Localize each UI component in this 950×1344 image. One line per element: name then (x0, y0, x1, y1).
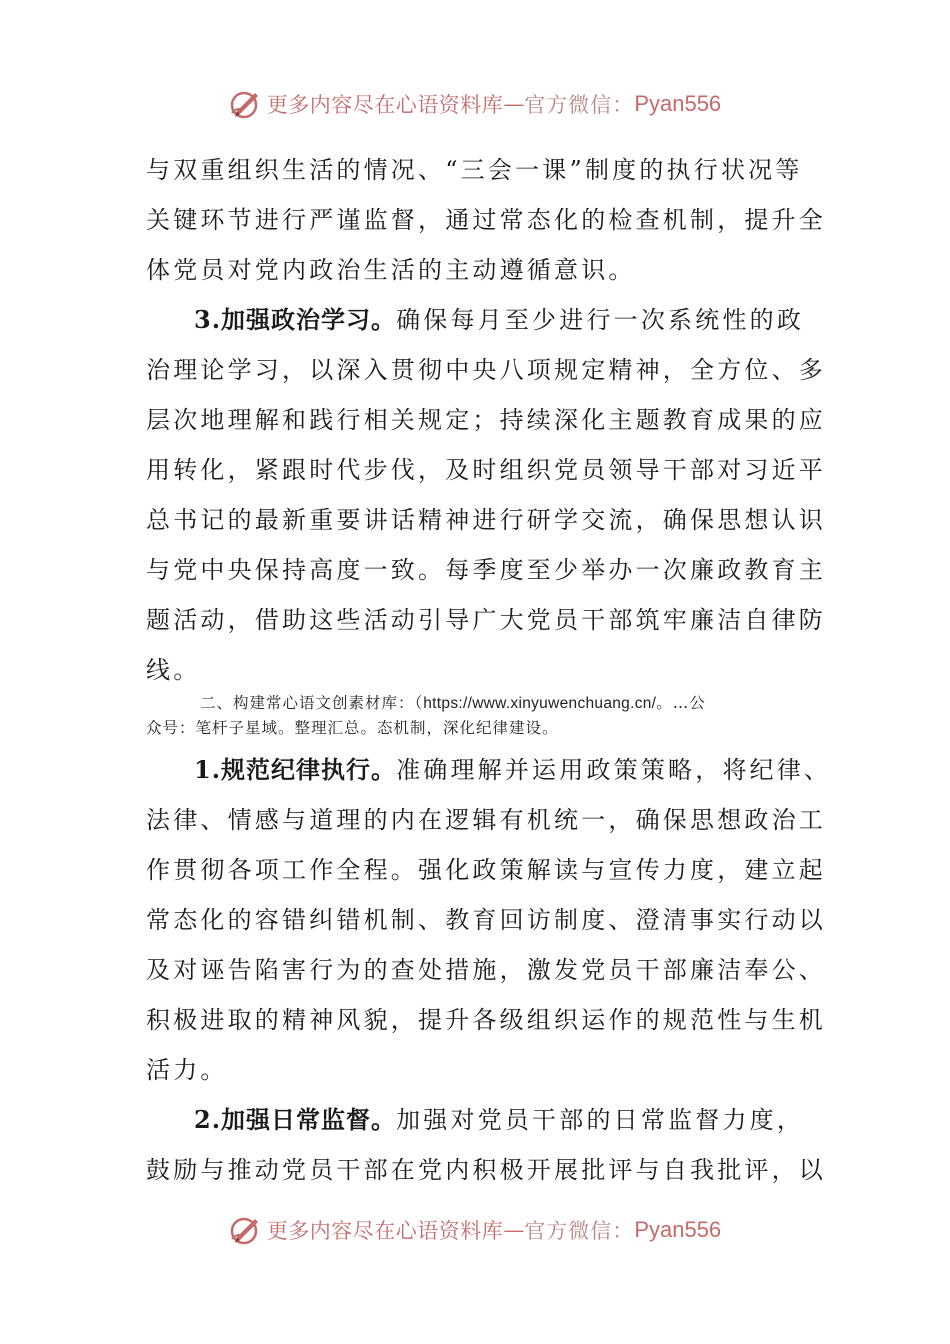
text-line: 常态化的容错纠错机制、教育回访制度、澄清事实行动以 (146, 906, 826, 934)
text-line: 鼓励与推动党员干部在党内积极开展批评与自我批评，以 (146, 1156, 826, 1184)
text-line: 活力。 (146, 1056, 228, 1084)
note-line (200, 693, 706, 714)
text-line: 题活动，借助这些活动引导广大党员干部筑牢廉洁自律防 (146, 606, 826, 634)
text-line: 积极进取的精神风貌，提升各级组织运作的规范性与生机 (146, 1006, 826, 1034)
text-line: 加强对党员干部的日常监督力度， (396, 1106, 805, 1134)
watermark-text: 更多内容尽在心语资料库 (266, 93, 504, 117)
paragraph-first-line (194, 1105, 804, 1135)
section-heading: 3.加强政治学习。 (194, 305, 397, 334)
watermark-separator: — (503, 1218, 525, 1242)
note-pre: 二、构建常心语文创素材库：（ (200, 694, 424, 712)
text-line: 总书记的最新重要讲话精神进行研学交流，确保思想认识 (146, 506, 826, 534)
paragraph-first-line (194, 755, 831, 785)
watermark-text: 更多内容尽在心语资料库 (266, 1219, 504, 1243)
watermark-wechat-label: 官方微信： (524, 93, 635, 117)
paragraph-first-line (194, 305, 804, 335)
text-line: 准确理解并运用政策策略，将纪律、 (396, 756, 832, 784)
text-line: 确保每月至少进行一次系统性的政 (396, 306, 805, 334)
section-heading: 2.加强日常监督。 (194, 1105, 397, 1134)
text-line: 与双重组织生活的情况、“三会一课”制度的执行状况等 (146, 156, 803, 184)
watermark-wechat-label: 官方微信： (524, 1219, 635, 1243)
text-line: 与党中央保持高度一致。每季度至少举办一次廉政教育主 (146, 556, 826, 584)
text-line: 法律、情感与道理的内在逻辑有机统一，确保思想政治工 (146, 806, 826, 834)
note-line-2: 众号：笔杆子星域。整理汇总。态机制，深化纪律建设。 (146, 719, 559, 737)
text-line: 作贯彻各项工作全程。强化政策解读与宣传力度，建立起 (146, 856, 826, 884)
text-line: 体党员对党内政治生活的主动遵循意识。 (146, 256, 636, 284)
watermark-wechat-id: Pyan556 (634, 91, 722, 116)
pen-logo-icon (229, 1213, 263, 1247)
text-line: 用转化，紧跟时代步伐，及时组织党员领导干部对习近平 (146, 456, 826, 484)
header-watermark (0, 82, 950, 126)
pen-logo-icon (229, 87, 263, 121)
text-line: 关键环节进行严谨监督，通过常态化的检查机制，提升全 (146, 206, 826, 234)
note-post: 。…公 (656, 694, 706, 712)
watermark-separator: — (503, 92, 525, 116)
note-url-link[interactable]: https://www.xinyuwenchuang.cn/ (423, 695, 657, 712)
text-line: 治理论学习，以深入贯彻中央八项规定精神，全方位、多 (146, 356, 826, 384)
watermark-wechat-id: Pyan556 (634, 1217, 722, 1242)
footer-watermark (0, 1208, 950, 1252)
text-line: 线。 (146, 656, 201, 684)
text-line: 及对诬告陷害行为的查处措施，激发党员干部廉洁奉公、 (146, 956, 826, 984)
text-line: 层次地理解和践行相关规定；持续深化主题教育成果的应 (146, 406, 826, 434)
section-heading: 1.规范纪律执行。 (194, 755, 397, 784)
